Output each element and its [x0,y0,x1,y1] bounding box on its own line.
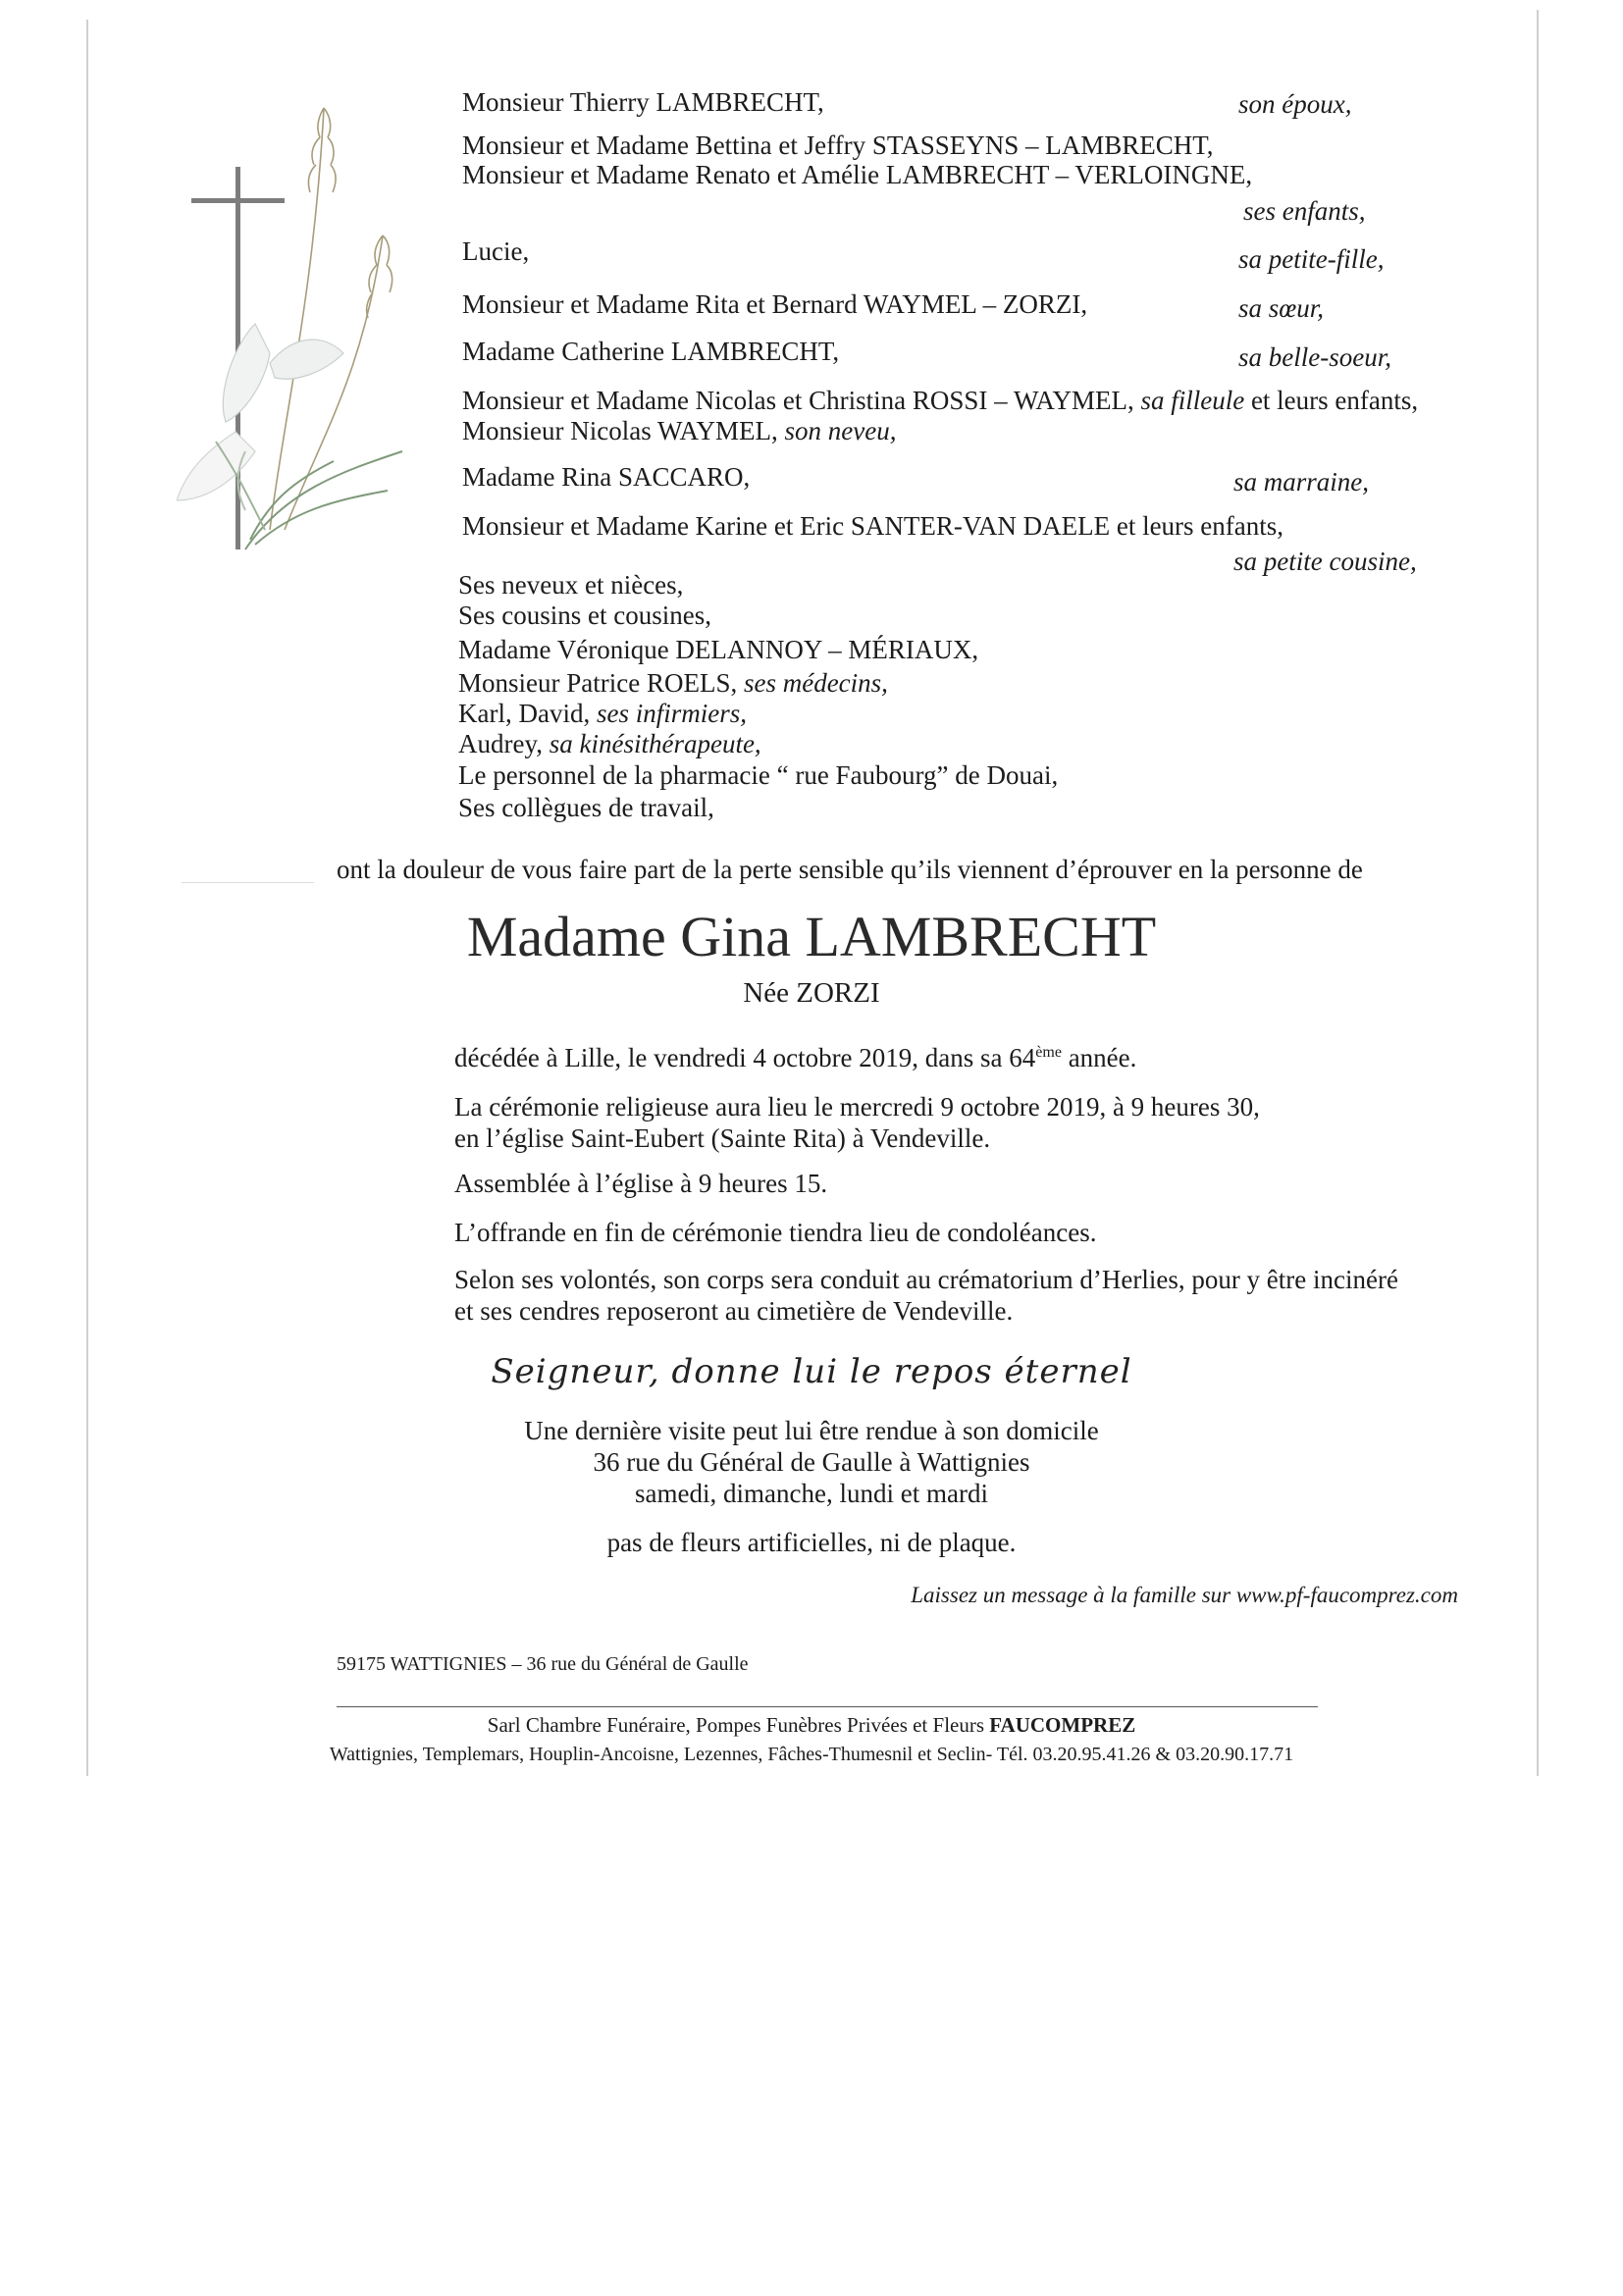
wishes-line-2: et ses cendres reposeront au cimetière de Vendeville. [454,1296,1014,1326]
family-nicolas-name: Monsieur Nicolas WAYMEL, [462,416,778,445]
prayer-line: Seigneur, donne lui le repos éternel [491,1352,1132,1391]
others-line-4 [458,667,888,699]
deceased-nee: Née ZORZI [743,977,880,1009]
others-roels-relation: ses médecins, [743,668,888,698]
cross-lily-illustration [177,98,422,559]
family-relation-catherine: sa belle-soeur, [1238,342,1391,372]
death-line-ordinal: ème [1035,1044,1062,1061]
ceremony-line-1: La cérémonie religieuse aura lieu le mercredi 9 octobre 2019, à 9 heures 30, [454,1092,1260,1122]
family-relation-lucie: sa petite-fille, [1238,244,1385,274]
others-audrey-relation: sa kinésithérapeute, [549,729,761,758]
others-line-3: Madame Véronique DELANNOY – MÉRIAUX, [458,635,979,664]
faint-left-rule [182,882,314,883]
deceased-name: Madame Gina LAMBRECHT [466,905,1157,968]
no-flowers-line: pas de fleurs artificielles, ni de plaque. [606,1528,1017,1557]
ceremony-line-2: en l’église Saint-Eubert (Sainte Rita) à Vendeville. [454,1123,991,1153]
others-line-5 [458,698,747,729]
family-relation-children: ses enfants, [1243,196,1366,226]
family-relation-waymel: sa sœur, [1238,293,1325,323]
death-line-text: décédée à Lille, le vendredi 4 octobre 2019, dans sa 64 [454,1043,1036,1072]
death-line-end: année. [1061,1043,1137,1072]
family-line-nicolas [462,415,896,446]
others-line-7: Le personnel de la pharmacie “ rue Faubourg” de Douai, [458,760,1059,790]
scan-edge-right [1537,10,1539,1776]
family-relation-cousin: sa petite cousine, [1233,547,1417,576]
footer-rule [337,1706,1318,1707]
family-line-lucie: Lucie, [462,236,530,266]
funeral-home-brand: FAUCOMPREZ [989,1713,1136,1737]
death-line [454,1042,1136,1073]
family-line-2: Monsieur et Madame Bettina et Jeffry STASSEYNS – LAMBRECHT, [462,130,1214,160]
visit-line-3: samedi, dimanche, lundi et mardi [635,1479,988,1508]
lily-flowers [177,324,343,510]
assembly-line: Assemblée à l’église à 9 heures 15. [454,1169,828,1198]
scan-edge-left [86,20,88,1776]
others-roels: Monsieur Patrice ROELS, [458,668,738,698]
message-link[interactable]: Laissez un message à la famille sur www.pf-faucomprez.com [911,1583,1458,1607]
others-line-2: Ses cousins et cousines, [458,600,711,630]
visit-line-1: Une dernière visite peut lui être rendue à son domicile [524,1416,1099,1445]
family-rossi-relation: sa filleule [1140,386,1245,415]
announcement: ont la douleur de vous faire part de la perte sensible qu’ils viennent d’éprouver en la personne de [337,855,1363,884]
locations-line: Wattignies, Templemars, Houplin-Ancoisne, Lezennes, Fâches-Thumesnil et Seclin- Tél. 03.20.95.41.26 & 03.20.90.17.71 [329,1744,1294,1765]
family-line-3: Monsieur et Madame Renato et Amélie LAMBRECHT – VERLOINGNE, [462,160,1253,189]
others-line-8: Ses collègues de travail, [458,793,714,822]
family-relation-rina: sa marraine, [1233,467,1370,496]
family-rossi-suffix: et leurs enfants, [1250,386,1419,415]
address-line: 59175 WATTIGNIES – 36 rue du Général de Gaulle [337,1653,749,1675]
family-line-rossi [462,385,1418,416]
family-line-1: Monsieur Thierry LAMBRECHT, [462,87,824,117]
family-line-rina: Madame Rina SACCARO, [462,462,751,492]
others-line-6 [458,728,761,759]
family-line-santer: Monsieur et Madame Karine et Eric SANTER-VAN DAELE et leurs enfants, [462,511,1284,541]
wishes-line-1: Selon ses volontés, son corps sera conduit au crématorium d’Herlies, pour y être incinéré [454,1265,1398,1294]
visit-line-2: 36 rue du Général de Gaulle à Wattignies [593,1447,1030,1477]
others-karl-relation: ses infirmiers, [596,699,747,728]
family-nicolas-relation: son neveu, [784,416,897,445]
others-audrey: Audrey, [458,729,543,758]
offering-line: L’offrande en fin de cérémonie tiendra lieu de condoléances. [454,1218,1097,1247]
family-line-catherine: Madame Catherine LAMBRECHT, [462,337,840,366]
family-rossi-name: Monsieur et Madame Nicolas et Christina ROSSI – WAYMEL, [462,386,1134,415]
others-karl: Karl, David, [458,699,591,728]
family-line-waymel: Monsieur et Madame Rita et Bernard WAYMEL – ZORZI, [462,289,1088,319]
funeral-home-line [0,1709,1623,1741]
wheat-stalks [270,108,393,530]
family-relation-1: son époux, [1238,89,1352,119]
others-line-1: Ses neveux et nièces, [458,570,684,600]
funeral-home-prefix: Sarl Chambre Funéraire, Pompes Funèbres Privées et Fleurs [487,1713,990,1737]
